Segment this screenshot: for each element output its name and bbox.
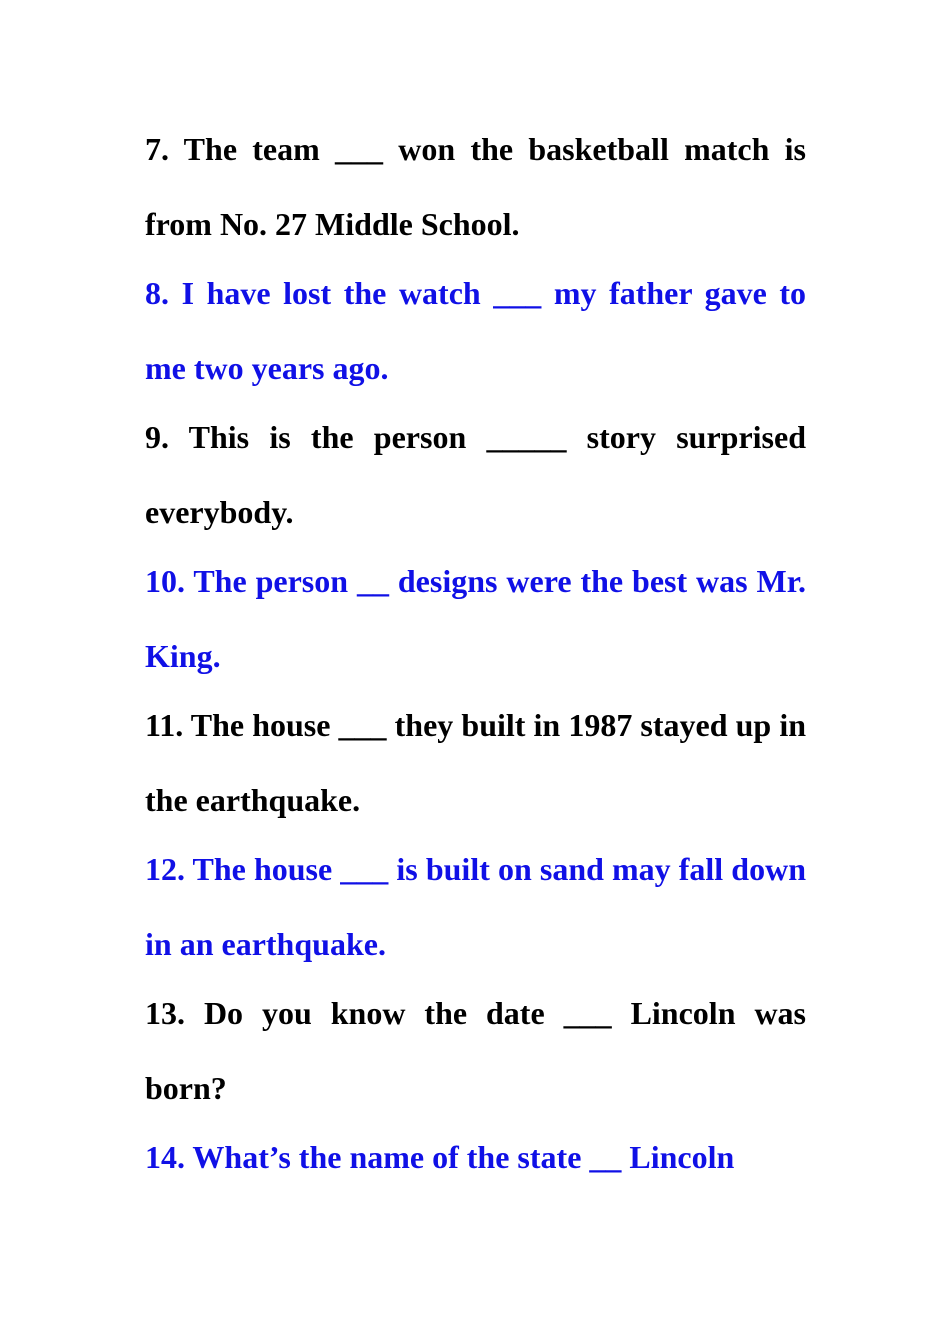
- question-10: 10. The person __ designs were the best was Mr. King.: [145, 563, 806, 674]
- document-page: [145, 112, 806, 1189]
- question-13: 13. Do you know the date ___ Lincoln was born?: [145, 995, 806, 1106]
- question-12: 12. The house ___ is built on sand may fall down in an earthquake.: [145, 851, 806, 962]
- question-9: 9. This is the person _____ story surprised everybody.: [145, 419, 806, 530]
- question-14: 14. What’s the name of the state __ Lincoln: [145, 1139, 735, 1175]
- question-11: 11. The house ___ they built in 1987 stayed up in the earthquake.: [145, 707, 806, 818]
- question-8: 8. I have lost the watch ___ my father gave to me two years ago.: [145, 275, 806, 386]
- question-7: 7. The team ___ won the basketball match is from No. 27 Middle School.: [145, 131, 806, 242]
